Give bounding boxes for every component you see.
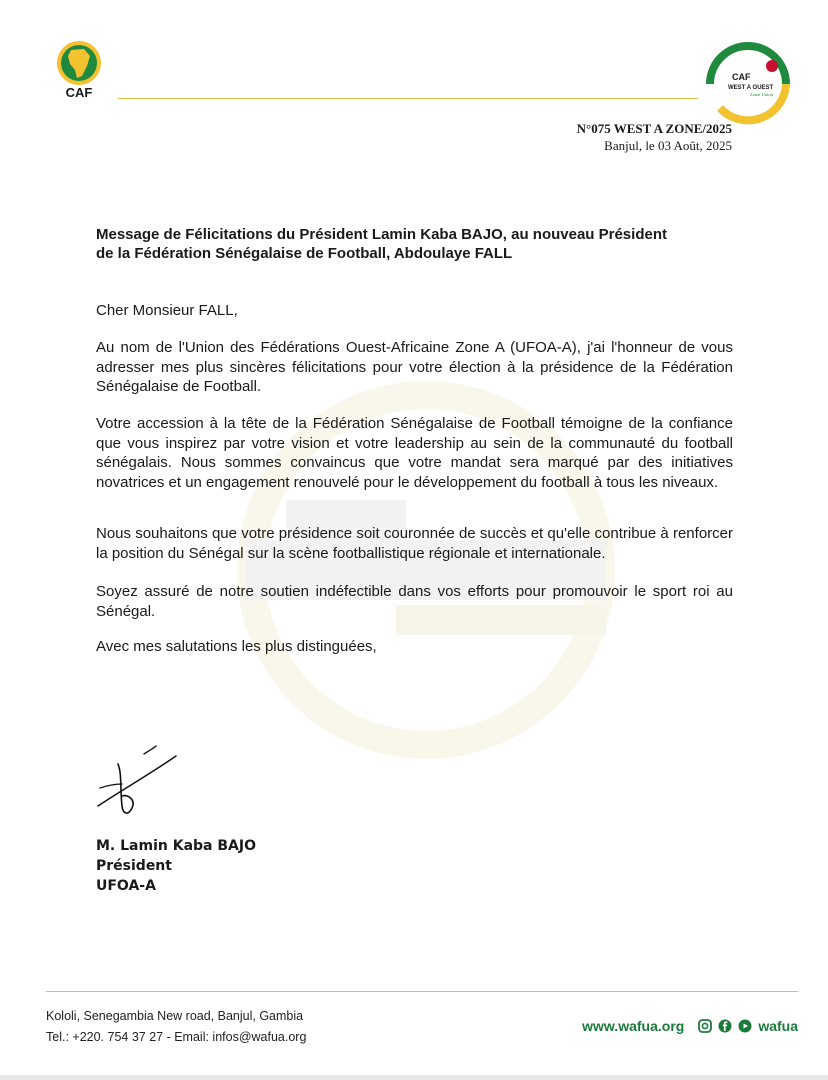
caf-logo <box>44 38 114 100</box>
footer-handle[interactable]: wafua <box>758 1018 798 1034</box>
west-a-zone-logo <box>700 36 796 132</box>
paragraph: Au nom de l'Union des Fédérations Ouest-Africaine Zone A (UFOA-A), j'ai l'honneur de vous adresser mes plus sincères félicitations pour votre élection à la présidence de la Fédération Sénégalaise de Football. <box>96 339 733 395</box>
footer-contact: Tel.: +220. 754 37 27 - Email: infos@wafua.org <box>46 1030 307 1044</box>
paragraph: Votre accession à la tête de la Fédération Sénégalaise de Football témoigne de la confiance que vous inspirez par votre vision et votre leadership au sein de la communauté du football sénégalais. Nous sommes convaincus que votre mandat sera marqué par des initiatives novatrices et un engagement renouvelé pour le développement du football à tous les niveaux. <box>96 415 733 491</box>
instagram-icon[interactable] <box>698 1019 712 1033</box>
facebook-icon[interactable] <box>718 1019 732 1033</box>
zone-logo-subtitle: Zonal Union <box>750 92 773 97</box>
caf-logo-text: CAF <box>65 85 93 100</box>
closing-line: Avec mes salutations les plus distinguées, <box>96 638 377 655</box>
footer-address-block <box>46 1006 306 1048</box>
zone-logo-title: WEST A OUEST <box>728 85 774 91</box>
header-divider <box>118 98 698 100</box>
reference-number: N°075 WEST A ZONE/2025 <box>576 121 732 136</box>
reference-block <box>577 120 732 154</box>
paragraph: Nous souhaitons que votre présidence soit couronnée de succès et qu'elle contribue à renforcer la position du Sénégal sur la scène footballistique régionale et internationale. <box>96 525 733 562</box>
footer-website[interactable]: www.wafua.org <box>582 1018 685 1034</box>
footer-address: Kololi, Senegambia New road, Banjul, Gambia <box>46 1009 304 1023</box>
signer-block <box>96 836 256 896</box>
paragraph: Soyez assuré de notre soutien indéfectible dans vos efforts pour promouvoir le sport roi au Sénégal. <box>96 583 733 620</box>
subject-line-2: de la Fédération Sénégalaise de Football, Abdoulaye FALL <box>96 245 513 262</box>
handwritten-signature <box>92 744 184 824</box>
page-edge <box>0 1075 828 1080</box>
signer-name: M. Lamin Kaba BAJO <box>96 838 256 854</box>
youtube-icon[interactable] <box>738 1019 752 1033</box>
footer-divider <box>46 991 798 993</box>
subject-line-1: Message de Félicitations du Président Lamin Kaba BAJO, au nouveau Président <box>96 226 667 243</box>
signer-title: Président <box>96 858 172 874</box>
footer-social <box>582 1018 798 1034</box>
signer-org: UFOA-A <box>96 878 156 894</box>
letter-subject <box>96 225 736 263</box>
letter-date: Banjul, le 03 Août, 2025 <box>604 138 732 153</box>
zone-logo-caf: CAF <box>732 72 751 82</box>
salutation: Cher Monsieur FALL, <box>96 302 238 319</box>
